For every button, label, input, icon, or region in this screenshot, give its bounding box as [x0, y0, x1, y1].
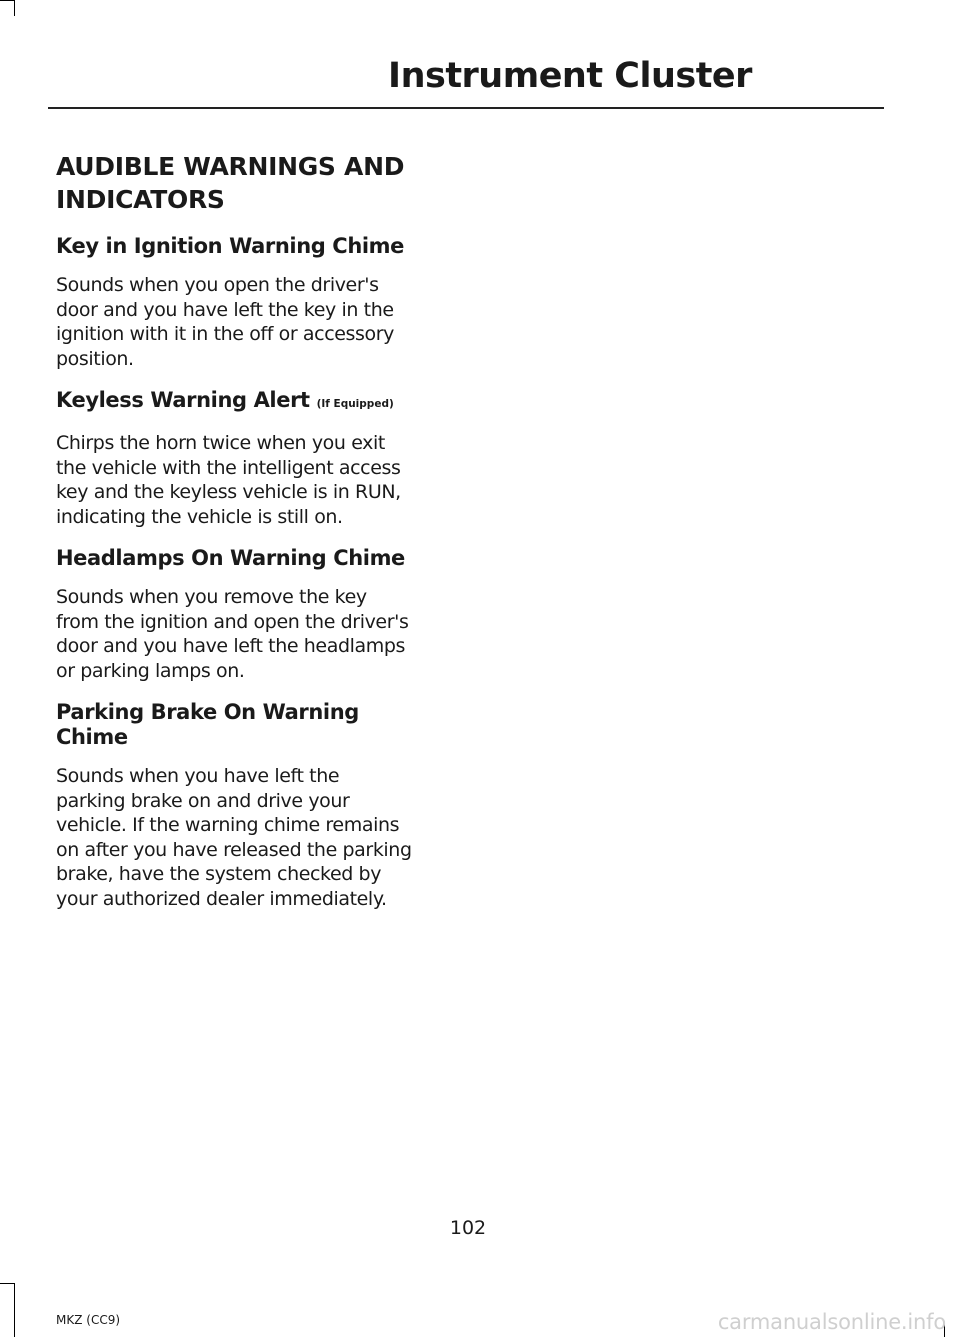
- watermark: carmanualsonline.info: [717, 1310, 946, 1334]
- text-line: or parking lamps on.: [56, 659, 245, 682]
- crop-mark: [14, 0, 15, 16]
- if-equipped-tag: (If Equipped): [316, 398, 394, 410]
- heading-text: Keyless Warning Alert: [56, 388, 310, 412]
- text-line: position.: [56, 347, 134, 370]
- text-line: vehicle. If the warning chime remains: [56, 814, 400, 836]
- crop-mark: [0, 0, 14, 1]
- crop-mark: [14, 1283, 15, 1337]
- subsection-heading: Headlamps On Warning Chime: [56, 546, 405, 570]
- text-line: Sounds when you have left the: [56, 765, 340, 787]
- model-code: MKZ (CC9): [56, 1313, 121, 1327]
- body-paragraph: [56, 273, 456, 371]
- text-line: ignition with it in the off or accessory: [56, 323, 395, 345]
- section-title-line: INDICATORS: [56, 185, 225, 214]
- text-line: Sounds when you open the driver's: [56, 274, 379, 296]
- text-line: key and the keyless vehicle is in RUN,: [56, 481, 401, 503]
- text-line: brake, have the system checked by: [56, 863, 382, 885]
- text-line: door and you have left the headlamps: [56, 635, 406, 657]
- crop-mark: [0, 1283, 14, 1284]
- header-divider: [48, 107, 884, 109]
- section-title: [56, 150, 456, 216]
- body-paragraph: [56, 764, 456, 911]
- text-line: parking brake on and drive your: [56, 789, 350, 812]
- subsection-heading: Key in Ignition Warning Chime: [56, 234, 404, 258]
- text-line: from the ignition and open the driver's: [56, 610, 409, 633]
- text-line: on after you have released the parking: [56, 838, 412, 861]
- text-line: indicating the vehicle is still on.: [56, 505, 343, 528]
- heading-line: Chime: [56, 725, 128, 749]
- subsection-heading: [56, 700, 456, 750]
- page-header-title: Instrument Cluster: [388, 56, 752, 96]
- content-column: [56, 150, 456, 928]
- section-title-line: AUDIBLE WARNINGS AND: [56, 152, 405, 181]
- text-line: your authorized dealer immediately.: [56, 887, 387, 910]
- body-paragraph: [56, 431, 456, 529]
- text-line: door and you have left the key in the: [56, 298, 394, 321]
- body-paragraph: [56, 585, 456, 683]
- text-line: Sounds when you remove the key: [56, 586, 367, 608]
- page-number: 102: [449, 1217, 487, 1239]
- heading-line: Parking Brake On Warning: [56, 700, 359, 724]
- subsection-heading: [56, 388, 456, 417]
- text-line: Chirps the horn twice when you exit: [56, 432, 385, 454]
- text-line: the vehicle with the intelligent access: [56, 456, 401, 479]
